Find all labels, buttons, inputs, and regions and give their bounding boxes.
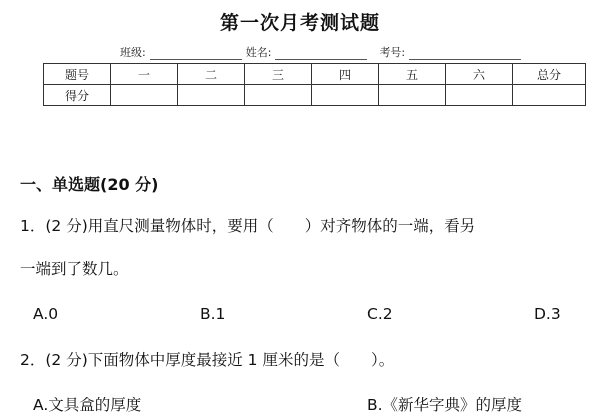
score-cell[interactable] [245,85,312,106]
score-cell[interactable] [111,85,178,106]
question-1-text: 1．(2 分)用直尺测量物体时，要用（ ）对齐物体的一端，看另 [20,217,476,235]
score-cell[interactable] [312,85,379,106]
score-table-header-row [44,64,586,85]
header-cell: 四 [312,64,379,85]
question-1-option-a[interactable]: A.0 [33,305,59,323]
score-cell[interactable] [446,85,513,106]
score-row-label: 得分 [44,85,111,106]
question-1-text-continued: 一端到了数几。 [20,260,129,278]
header-cell: 五 [379,64,446,85]
class-label: 班级: [120,46,146,59]
score-cell[interactable] [379,85,446,106]
student-info-row [120,44,525,60]
question-1-option-d[interactable]: D.3 [534,305,561,323]
question-2-text: 2．(2 分)下面物体中厚度最接近 1 厘米的是（ ）。 [20,351,395,369]
exam-title: 第一次月考测试题 [219,12,380,34]
number-blank [409,47,521,60]
question-1-option-b[interactable]: B.1 [200,305,226,323]
header-cell: 六 [446,64,513,85]
header-cell: 一 [111,64,178,85]
question-2-option-a[interactable]: A.文具盒的厚度 [33,396,142,414]
name-label: 姓名: [245,46,272,59]
header-cell: 题号 [44,64,111,85]
section-heading: 一、单选题(20 分) [20,175,159,194]
name-blank [275,47,367,60]
number-label: 考号: [379,46,406,59]
question-2-option-b[interactable]: B.《新华字典》的厚度 [367,396,523,414]
score-table-score-row [44,85,586,106]
score-cell[interactable] [513,85,586,106]
score-table [43,63,586,106]
header-cell: 三 [245,64,312,85]
header-cell: 二 [178,64,245,85]
header-cell: 总分 [513,64,586,85]
class-blank [150,47,242,60]
score-cell[interactable] [178,85,245,106]
question-1-option-c[interactable]: C.2 [367,305,393,323]
